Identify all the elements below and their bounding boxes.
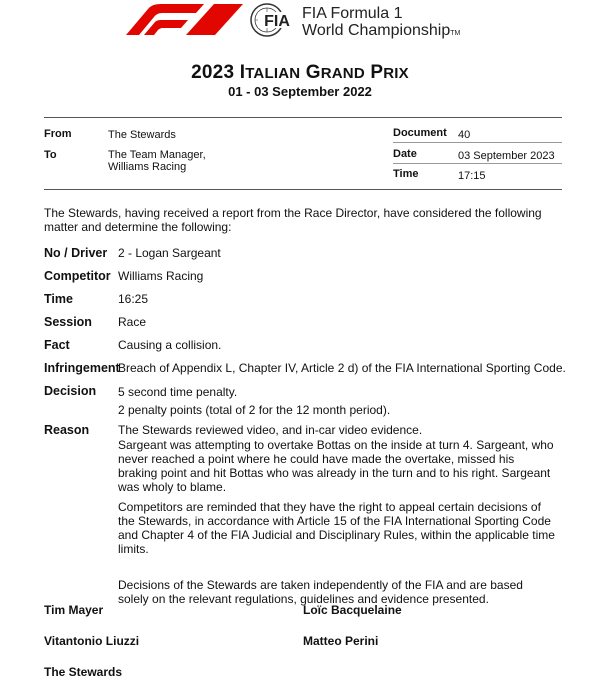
from-value: The Stewards: [108, 129, 176, 141]
reason-paragraph-4: Decisions of the Stewards are taken independently of the FIA and are based solely on the relevant regulations, guidelines and evidence presented.: [118, 578, 523, 606]
to-label: To: [44, 149, 57, 161]
time-value: 17:15: [458, 170, 486, 182]
title-word-italian: ITALIAN: [239, 62, 301, 83]
document-label: Document: [393, 127, 447, 139]
from-label: From: [44, 128, 72, 140]
f1-logo-icon: [122, 2, 246, 36]
fia-badge-text: FIA: [264, 13, 290, 30]
decision-value: [118, 385, 558, 417]
competitor-value: Williams Racing: [118, 269, 204, 283]
intro-text: The Stewards, having received a report from the Race Director, have considered the following matter and determine the following:: [44, 206, 542, 234]
session-value: Race: [118, 315, 147, 329]
stewards-footer: The Stewards: [44, 665, 123, 679]
signatory-2: Loïc Bacquelaine: [303, 603, 402, 617]
time-row-label: Time: [44, 292, 73, 306]
decision-label: Decision: [44, 384, 97, 398]
driver-value: 2 - Logan Sargeant: [118, 246, 221, 260]
fact-label: Fact: [44, 338, 70, 352]
championship-line-1: FIA Formula 1: [302, 5, 403, 22]
top-divider: [44, 117, 562, 118]
bottom-divider: [44, 189, 562, 190]
fact-value: Causing a collision.: [118, 338, 222, 352]
page-title: [0, 62, 600, 84]
championship-line-2: World Championship: [302, 22, 451, 39]
infringement-value: Breach of Appendix L, Chapter IV, Article 2 d) of the FIA International Sporting Code.: [118, 361, 566, 375]
title-word-prix: PRIX: [370, 62, 409, 83]
competitor-label: Competitor: [44, 269, 111, 283]
title-year: 2023: [191, 62, 235, 83]
time-row-value: 16:25: [118, 292, 149, 306]
decision-line-1: 5 second time penalty.: [118, 385, 238, 399]
document-value: 40: [458, 129, 471, 141]
meta-divider-2: [393, 163, 562, 164]
driver-label: No / Driver: [44, 246, 108, 260]
signatory-1: Tim Mayer: [44, 603, 104, 617]
signatory-3: Vitantonio Liuzzi: [44, 634, 140, 648]
session-label: Session: [44, 315, 92, 329]
document-header: [0, 0, 600, 50]
reason-value: [118, 423, 556, 612]
event-dates: 01 - 03 September 2022: [228, 84, 372, 99]
date-value: 03 September 2023: [458, 150, 555, 162]
fia-emblem-icon: [249, 2, 299, 38]
meta-divider-1: [393, 142, 562, 143]
time-label: Time: [393, 168, 419, 180]
date-label: Date: [393, 148, 417, 160]
championship-title: [302, 5, 460, 42]
decision-line-2: 2 penalty points (total of 2 for the 12 month period).: [118, 403, 391, 417]
reason-label: Reason: [44, 423, 90, 437]
infringement-label: Infringement: [44, 361, 120, 375]
to-value: The Team Manager, Williams Racing: [108, 149, 206, 173]
title-word-grand: GRAND: [305, 62, 365, 83]
trademark-mark: TM: [450, 30, 461, 37]
reason-paragraph-1: The Stewards reviewed video, and in-car video evidence.: [118, 423, 423, 437]
reason-paragraph-3: Competitors are reminded that they have the right to appeal certain decisions of the Stewards, in accordance with Article 15 of the FIA International Sporting Code and Chapter 4 of the FIA Judicial and Disciplinary Rules, within the applicable time limits.: [118, 500, 555, 556]
signatory-4: Matteo Perini: [303, 634, 379, 648]
reason-paragraph-2: Sargeant was attempting to overtake Bottas on the inside at turn 4. Sargeant, who never reached a point where he could have made the overtake, missed his braking point and hit Bottas who was already in the turn and to his right. Sargeant was wholy to blame.: [118, 438, 554, 494]
